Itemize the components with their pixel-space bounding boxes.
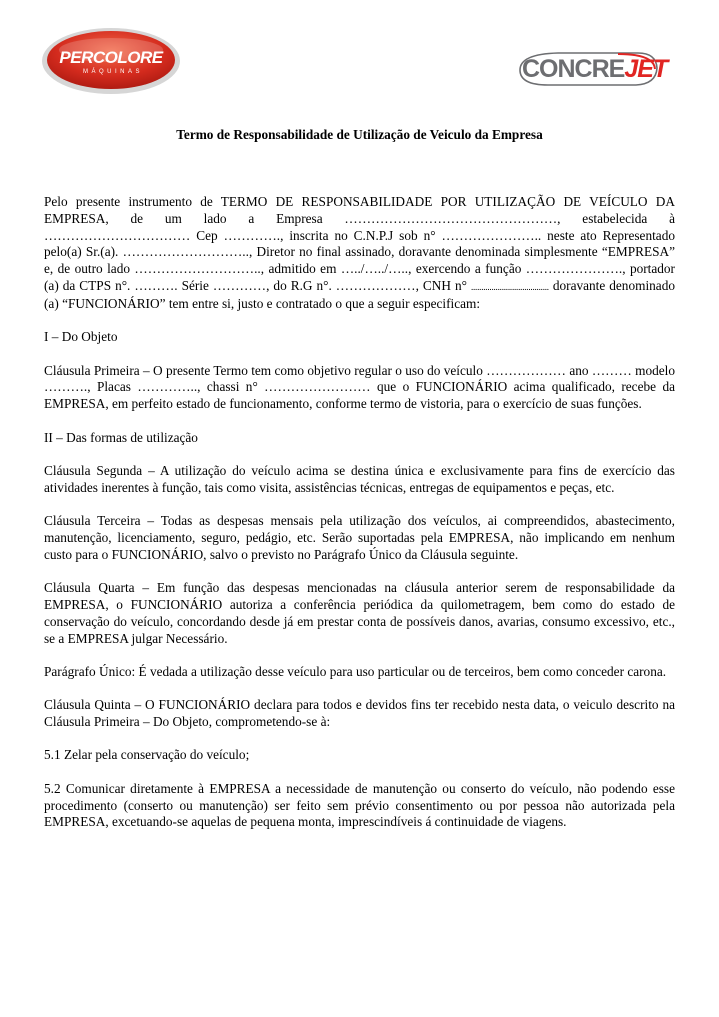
clause-terceira: Cláusula Terceira – Todas as despesas mensais pela utilização dos veículos, ai compreendidos, abastecimento, manutenção, licenciamento, seguro, pedágio, etc. Serão suportadas pela EMPRESA, não implicando em nenhum custo para o FUNCIONÁRIO, salvo o previsto no Parágrafo Único da Cláusula seguinte. (44, 513, 675, 562)
paragrafo-unico: Parágrafo Único: É vedada a utilização desse veículo para uso particular ou de terceiros, bem como conceder carona. (44, 663, 667, 679)
section-heading-utilizacao: II – Das formas de utilização (44, 429, 198, 445)
svg-text:PERCOLORE: PERCOLORE (59, 48, 163, 67)
document-body (44, 194, 675, 848)
concrejet-logo-text-concre: CONCRE (522, 54, 625, 83)
percolore-logo (40, 26, 182, 96)
concrejet-logo-text-jet: JET (624, 54, 668, 83)
intro-text-part2: doravante denominado (a) “FUNCIONÁRIO” tem entre si, justo e contratado o que a seguir especificam: (44, 277, 675, 311)
intro-paragraph (44, 194, 675, 313)
svg-text:MÁQUINAS: MÁQUINAS (82, 69, 144, 75)
clause-quinta: Cláusula Quinta – O FUNCIONÁRIO declara para todos e devidos fins ter recebido nesta data, o veiculo descrito na Cláusula Primeira – Do Objeto, comprometendo-se à: (44, 697, 675, 730)
clause-primeira: Cláusula Primeira – O presente Termo tem como objetivo regular o uso do veículo ……………… ano ……… modelo ………., Placas ………….., chassi n° …………………… que o FUNCIONÁRIO acima qualificado, recebe da EMPRESA, em perfeito estado de funcionamento, conforme termo de vistoria, para o exercício de suas funções. (44, 362, 675, 412)
document-title: Termo de Responsabilidade de Utilização de Veiculo da Empresa (176, 127, 543, 142)
intro-text-part1: Pelo presente instrumento de TERMO DE RESPONSABILIDADE POR UTILIZAÇÃO DE VEÍCULO DA EMPRESA, de um lado a Empresa …………………………………………, estabelecida à …………………………… Cep …………., inscrita no C.N.P.J sob n° ………………….. neste ato Representado pelo(a) Sr.(a). ……………………….., Diretor no final assinado, doravante denominada simplesmente “EMPRESA” e, de outro lado ……………………….., admitido em …../…../….., exercendo a função …………………., portador (a) da CTPS n°. ………. Série …………, do R.G n°. ………………, CNH n° (44, 194, 675, 293)
concrejet-logo (518, 50, 668, 90)
clause-quarta: Cláusula Quarta – Em função das despesas mencionadas na cláusula anterior serem de responsabilidade da EMPRESA, o FUNCIONÁRIO autoriza a conferência periódica da quilometragem, bem como do estado de conservação do veículo, concordando desde já em prestar conta de possíveis danos, avarias, consumo excessivo, etc., se a EMPRESA julgar Necessário. (44, 580, 675, 646)
item-5-1: 5.1 Zelar pela conservação do veículo; (44, 747, 250, 763)
item-5-2: 5.2 Comunicar diretamente à EMPRESA a necessidade de manutenção ou conserto do veículo, não podendo esse procedimento (conserto ou manutenção) ser feito sem prévio consentimento ou por pessoa não autorizada pela EMPRESA, excetuando-se aquelas de pequena monta, imprescindíveis á continuidade de viagens. (44, 780, 675, 830)
section-heading-objeto: I – Do Objeto (44, 329, 118, 345)
cnh-blank-dots: ...................................... (470, 281, 549, 292)
clause-segunda: Cláusula Segunda – A utilização do veículo acima se destina única e exclusivamente para fins de exercício das atividades inerentes à função, tais como visita, assistências técnicas, entregas de equipamentos e peças, etc. (44, 462, 675, 495)
